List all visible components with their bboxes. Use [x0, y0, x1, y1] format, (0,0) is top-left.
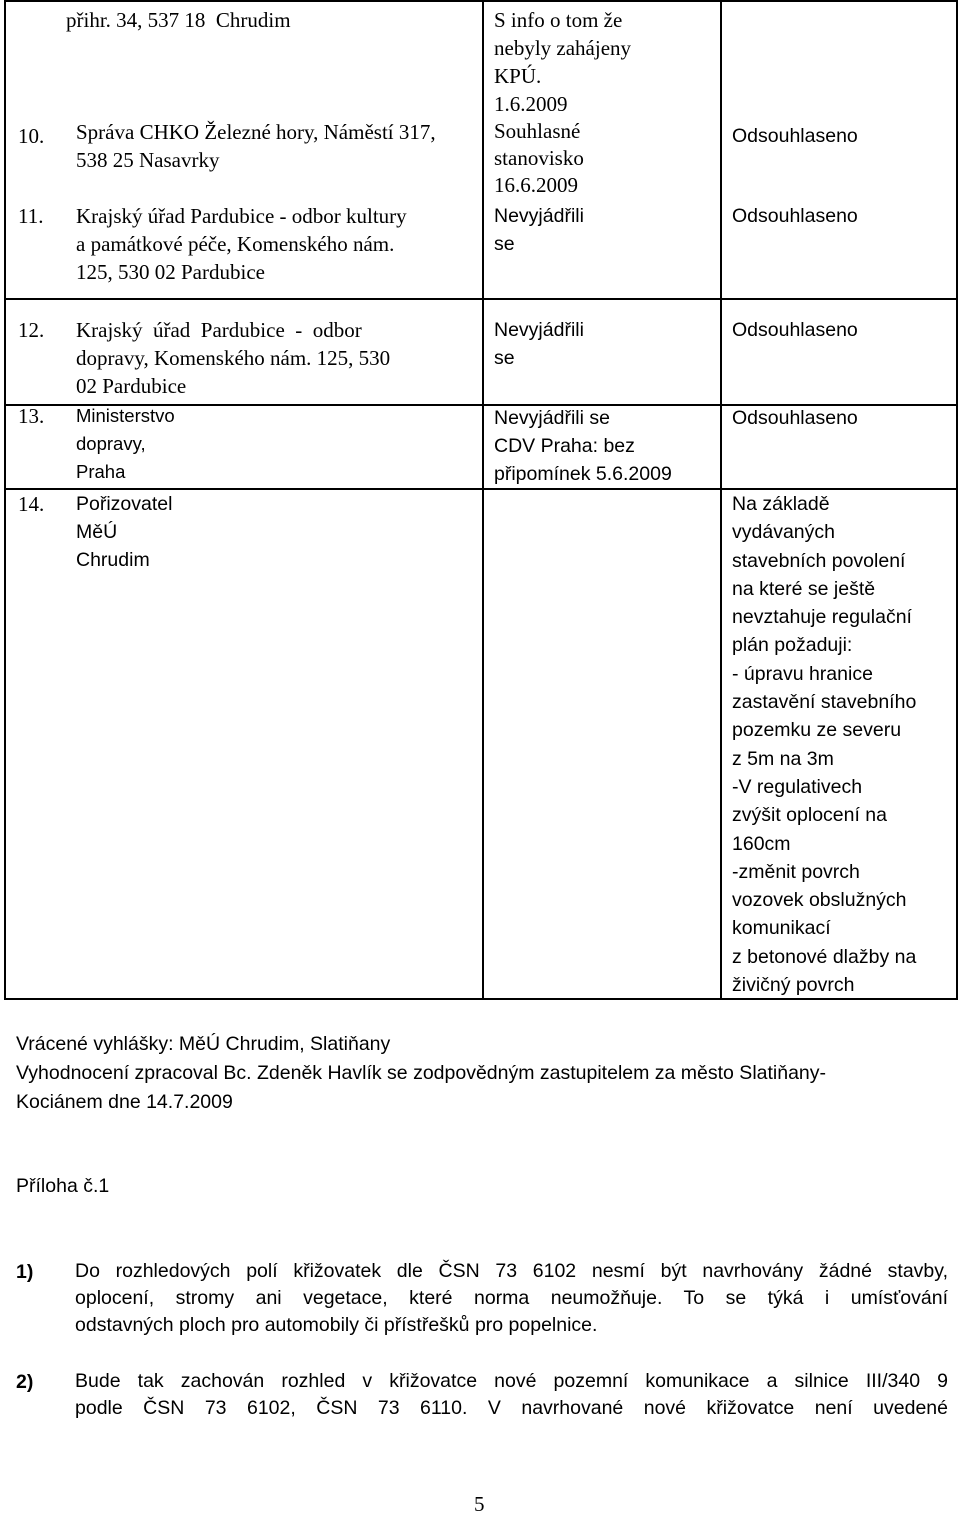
cell-line: Nevyjádřili se: [494, 407, 610, 429]
table-border-left: [4, 0, 6, 1000]
cell-result: Odsouhlaseno: [732, 407, 858, 429]
evaluation-author-line: Vyhodnocení zpracoval Bc. Zdeněk Havlík se zodpovědným zastupitelem za město Slatiňany-: [16, 1062, 827, 1084]
cell-result: Odsouhlaseno: [732, 205, 858, 227]
cell-line: komunikací: [732, 917, 831, 940]
evaluation-date-line: Kociánem dne 14.7.2009: [16, 1091, 233, 1113]
row-separator: [4, 298, 958, 300]
cell-line: vydávaných: [732, 521, 835, 544]
cell-address: přihr. 34, 537 18 Chrudim: [66, 8, 291, 32]
row-number: 13.: [18, 404, 45, 428]
appendix-title: Příloha č.1: [16, 1175, 110, 1197]
page-number: 5: [474, 1492, 485, 1516]
paragraph-line: Bude tak zachován rozhled v křižovatce nové pozemní komunikace a silnice III/340 9: [75, 1370, 948, 1392]
cell-statement: [494, 118, 714, 199]
footer-notes: [16, 1030, 946, 1117]
cell-result: [732, 490, 954, 999]
cell-line: S info o tom že: [494, 8, 623, 32]
paragraph-line: oplocení, stromy ani vegetace, které norma neumožňuje. To se týká i umísťování: [75, 1287, 948, 1309]
cell-line: 16.6.2009: [494, 173, 578, 197]
cell-result: Odsouhlaseno: [732, 319, 858, 341]
cell-line: -V regulativech: [732, 775, 863, 798]
cell-line: živičný povrch: [732, 974, 855, 997]
cell-line: stavebních povolení: [732, 549, 906, 572]
row-number: 14.: [18, 492, 45, 516]
appendix-item-text: [75, 1258, 948, 1339]
table-border-top: [4, 0, 958, 2]
cell-line: dopravy, Komenského nám. 125, 530: [76, 346, 391, 370]
appendix-item-text: [75, 1368, 948, 1422]
cell-line: vozovek obslužných: [732, 889, 907, 912]
appendix-item-number: 1): [16, 1261, 34, 1283]
cell-line: Správa CHKO Železné hory, Náměstí 317,: [76, 120, 436, 144]
cell-line: stanovisko: [494, 146, 584, 170]
cell-line: CDV Praha: bez: [494, 435, 635, 457]
cell-statement: [494, 6, 714, 118]
table-divider-col2: [720, 0, 722, 1000]
cell-line: -změnit povrch: [732, 860, 860, 883]
cell-line: 1.6.2009: [494, 92, 568, 116]
paragraph-line: Do rozhledových polí křižovatek dle ČSN 73 6102 nesmí být navrhovány žádné stavby,: [75, 1260, 948, 1282]
cell-line: 160cm: [732, 832, 791, 855]
returned-notices-line: Vrácené vyhlášky: MěÚ Chrudim, Slatiňany: [16, 1033, 391, 1055]
cell-address: [76, 118, 476, 174]
row-number: 10.: [18, 124, 45, 148]
cell-address: Pořizovatel MěÚ Chrudim: [76, 493, 173, 571]
cell-line: 125, 530 02 Pardubice: [76, 260, 265, 284]
cell-line: - úpravu hranice: [732, 662, 873, 685]
cell-line: pozemku ze severu: [732, 719, 902, 742]
cell-result: Odsouhlaseno: [732, 125, 858, 147]
cell-line: zastavění stavebního: [732, 691, 917, 714]
cell-line: 02 Pardubice: [76, 374, 187, 398]
row-number: 12.: [18, 318, 45, 342]
row-number: 11.: [18, 204, 44, 228]
cell-line: z 5m na 3m: [732, 747, 834, 770]
cell-statement: Nevyjádřili se: [494, 205, 584, 255]
cell-line: Krajský úřad Pardubice - odbor: [76, 318, 362, 342]
table-border-right: [956, 0, 958, 1000]
cell-line: plán požaduji:: [732, 634, 853, 657]
cell-line: Na základě: [732, 493, 830, 515]
cell-address: Ministerstvo dopravy, Praha: [76, 405, 175, 482]
cell-address: [76, 316, 472, 400]
table-divider-col1: [482, 0, 484, 1000]
cell-line: a památkové péče, Komenského nám.: [76, 232, 395, 256]
cell-line: Krajský úřad Pardubice - odbor kultury: [76, 204, 407, 228]
cell-line: Souhlasné: [494, 119, 581, 143]
cell-line: nevztahuje regulační: [732, 606, 912, 629]
paragraph-line: odstavných ploch pro automobily či přístřešků pro popelnice.: [75, 1314, 598, 1336]
cell-line: z betonové dlažby na: [732, 945, 917, 968]
cell-statement: [494, 404, 714, 488]
paragraph-line: podle ČSN 73 6102, ČSN 73 6110. V navrhované nové křižovatce není uvedené: [75, 1397, 948, 1419]
cell-line: KPÚ.: [494, 64, 542, 88]
cell-line: 538 25 Nasavrky: [76, 148, 220, 172]
cell-statement: Nevyjádřili se: [494, 319, 584, 369]
cell-line: připomínek 5.6.2009: [494, 463, 672, 485]
cell-line: na které se ještě: [732, 577, 876, 600]
cell-address: [76, 202, 476, 286]
cell-line: zvýšit oplocení na: [732, 804, 888, 827]
appendix-item-number: 2): [16, 1371, 34, 1393]
cell-line: nebyly zahájeny: [494, 36, 632, 60]
